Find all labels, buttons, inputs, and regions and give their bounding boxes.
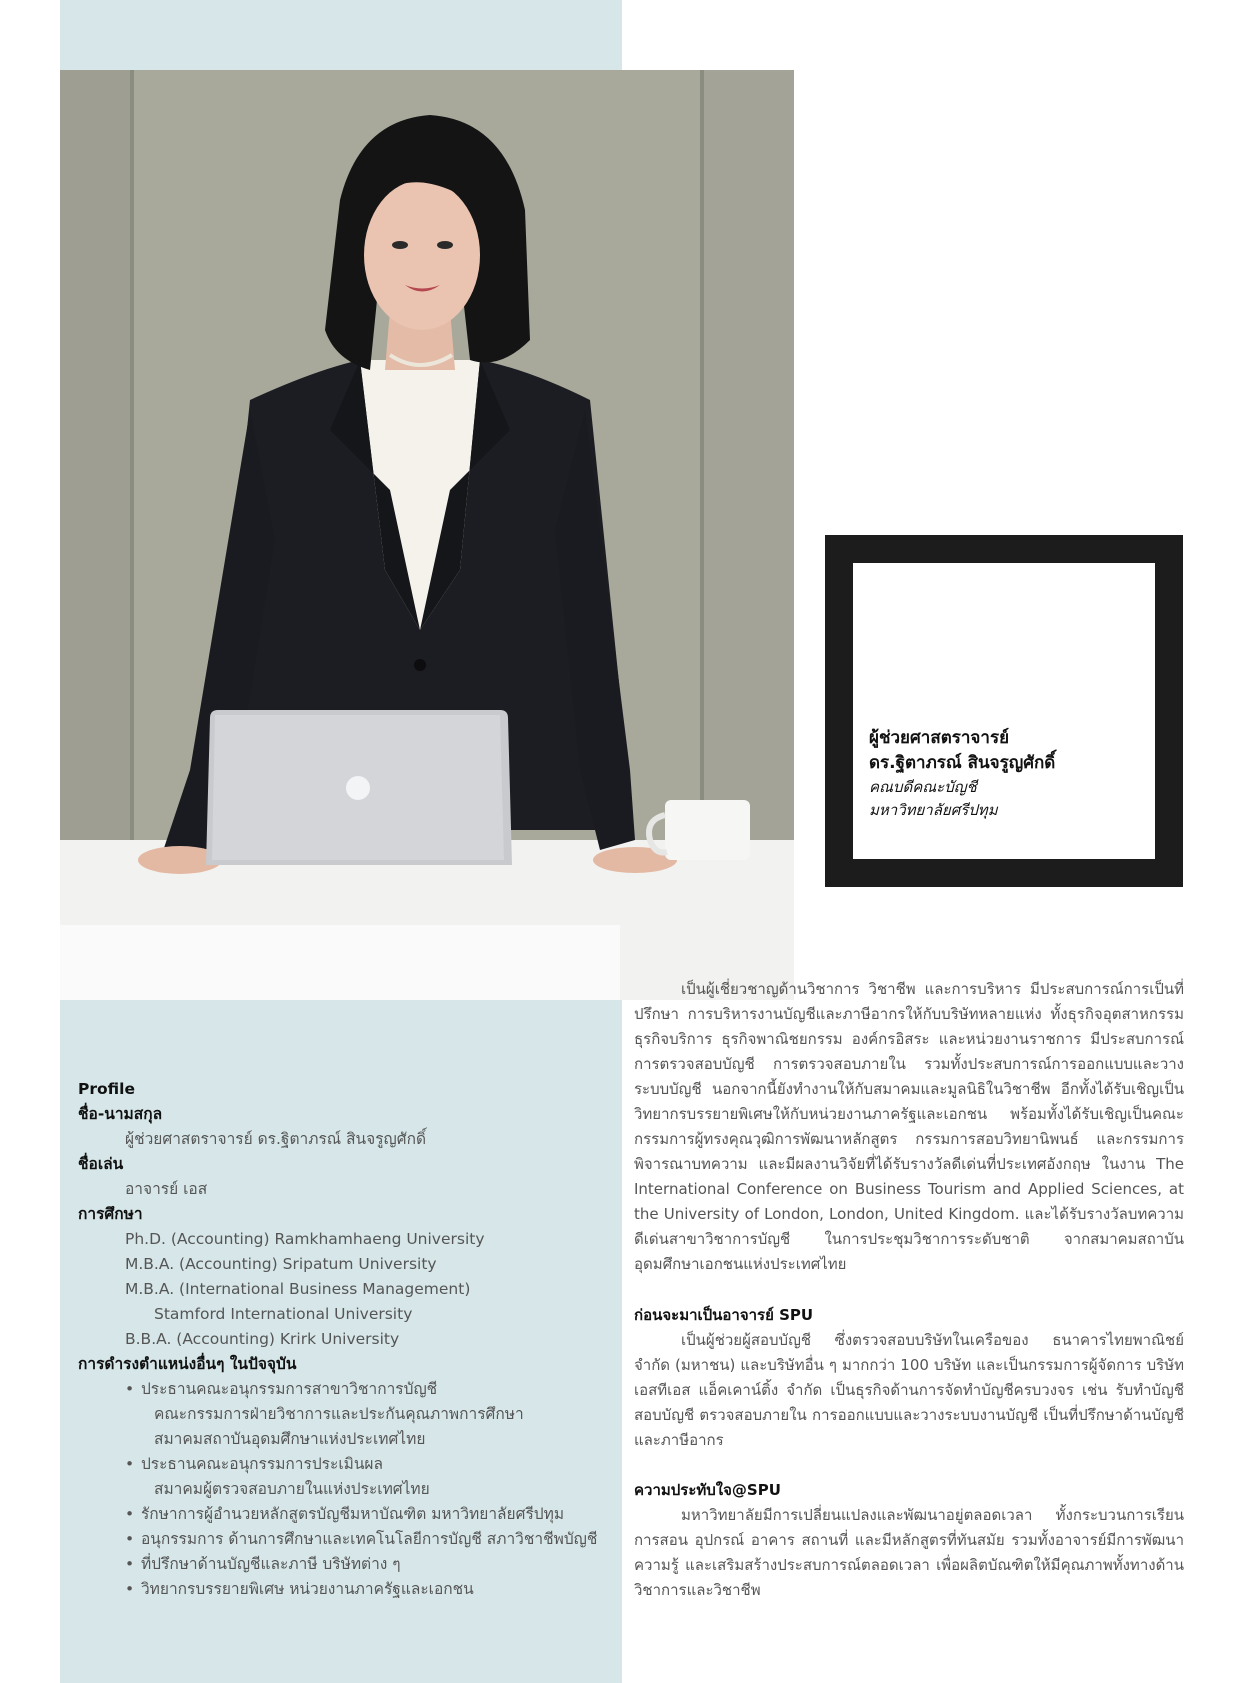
name-card-inner <box>853 563 1155 859</box>
profile-section <box>78 1077 618 1602</box>
name-card-university: มหาวิทยาลัยศรีปทุม <box>869 801 998 819</box>
education-item: Stamford International University <box>154 1305 413 1323</box>
name-card-position: คณบดีคณะบัญชี <box>869 778 977 796</box>
portrait-photo <box>60 70 794 1000</box>
position-continuation: สมาคมสถาบันอุดมศึกษาแห่งประเทศไทย <box>154 1430 426 1448</box>
positions-label: การดำรงตำแหน่งอื่นๆ ในปัจจุบัน <box>78 1355 297 1373</box>
position-continuation: สมาคมผู้ตรวจสอบภายในแห่งประเทศไทย <box>154 1480 430 1498</box>
position-line: ประธานคณะอนุกรรมการสาขาวิชาการบัญชี <box>140 1380 438 1398</box>
name-card-name: ดร.ฐิตาภรณ์ สินจรูญศักดิ์ <box>869 753 1056 773</box>
education-item: M.B.A. (International Business Management) <box>125 1280 471 1298</box>
bullet: • <box>125 1380 135 1398</box>
position-line: วิทยากรบรรยายพิเศษ หน่วยงานภาครัฐและเอกชน <box>140 1580 474 1598</box>
position-item <box>78 1452 618 1502</box>
position-item <box>78 1527 618 1552</box>
bullet: • <box>125 1505 135 1523</box>
position-line: อนุกรรมการ ด้านการศึกษาและเทคโนโลยีการบัญชี สภาวิชาชีพบัญชี <box>140 1530 598 1548</box>
bullet: • <box>125 1555 135 1573</box>
intro-paragraph: เป็นผู้เชี่ยวชาญด้านวิชาการ วิชาชีพ และการบริหาร มีประสบการณ์การเป็นที่ปรึกษา การบริหารงานบัญชีและภาษีอากรให้กับบริษัทหลายแห่ง ทั้งธุรกิจอุตสาหกรรม ธุรกิจบริการ ธุรกิจพาณิชยกรรม องค์กรอิสระ และหน่วยงานราชการ มีประสบการณ์การตรวจสอบบัญชี การตรวจสอบภายใน รวมทั้งประสบการณ์การออกแบบและวางระบบบัญชี นอกจากนี้ยังทำงานให้กับสมาคมและมูลนิธิในวิชาชีพ อีกทั้งได้รับเชิญเป็นวิทยากรบรรยายพิเศษให้กับหน่วยงานภาครัฐและเอกชน พร้อมทั้งได้รับเชิญเป็นคณะกรรมการผู้ทรงคุณวุฒิการพัฒนาหลักสูตร กรรมการสอบวิทยานิพนธ์ และกรรมการพิจารณาบทความ และมีผลงานวิจัยที่ได้รับรางวัลดีเด่นที่ประเทศอังกฤษ ในงาน The International Conference on Business Tourism and Applied Sciences, at the University of London, London, United Kingdom. และได้รับรางวัลบทความดีเด่นสาขาวิชาการบัญชี ในการประชุมวิชาการระดับชาติ จากสมาคมสถาบันอุดมศึกษาเอกชนแห่งประเทศไทย <box>634 980 1184 1273</box>
name-card <box>825 535 1183 887</box>
position-line: ที่ปรึกษาด้านบัญชีและภาษี บริษัทต่าง ๆ <box>140 1555 401 1573</box>
position-item <box>78 1552 618 1577</box>
before-spu-paragraph: เป็นผู้ช่วยผู้สอบบัญชี ซึ่งตรวจสอบบริษัทในเครือของ ธนาคารไทยพาณิชย์ จำกัด (มหาชน) และบริษัทอื่น ๆ มากกว่า 100 บริษัท และเป็นกรรมการผู้จัดการ บริษัท เอสทีเอส แอ็คเคาน์ติ้ง จำกัด เป็นธุรกิจด้านการจัดทำบัญชีครบวงจร เช่น รับทำบัญชี สอบบัญชี ตรวจสอบภายใน การออกแบบและวางระบบงานบัญชี เป็นที่ปรึกษาด้านบัญชีและภาษีอากร <box>634 1331 1184 1449</box>
name-card-title: ผู้ช่วยศาสตราจารย์ <box>869 728 1010 748</box>
position-line: ประธานคณะอนุกรรมการประเมินผล <box>140 1455 384 1473</box>
impression-paragraph: มหาวิทยาลัยมีการเปลี่ยนแปลงและพัฒนาอยู่ตลอดเวลา ทั้งกระบวนการเรียนการสอน อุปกรณ์ อาคาร สถานที่ และมีหลักสูตรที่ทันสมัย รวมทั้งอาจารย์มีการพัฒนาความรู้ และเสริมสร้างประสบการณ์ตลอดเวลา เพื่อผลิตบัณฑิตให้มีคุณภาพทั้งทางด้านวิชาการและวิชาชีพ <box>634 1506 1184 1599</box>
position-continuation: คณะกรรมการฝ่ายวิชาการและประกันคุณภาพการศึกษา <box>154 1405 524 1423</box>
nickname-label: ชื่อเล่น <box>78 1155 124 1173</box>
bullet: • <box>125 1455 135 1473</box>
fullname-label: ชื่อ-นามสกุล <box>78 1105 163 1123</box>
education-item: Ph.D. (Accounting) Ramkhamhaeng University <box>125 1230 485 1248</box>
bullet: • <box>125 1580 135 1598</box>
education-label: การศึกษา <box>78 1205 143 1223</box>
nickname-value: อาจารย์ เอส <box>125 1180 208 1198</box>
impression-heading: ความประทับใจ@SPU <box>634 1481 781 1499</box>
education-item: M.B.A. (Accounting) Sripatum University <box>125 1255 437 1273</box>
name-card-text <box>869 726 1145 822</box>
fullname-value: ผู้ช่วยศาสตราจารย์ ดร.ฐิตาภรณ์ สินจรูญศักดิ์ <box>125 1130 427 1148</box>
position-item <box>78 1577 618 1602</box>
position-item <box>78 1502 618 1527</box>
bullet: • <box>125 1530 135 1548</box>
before-spu-section <box>634 1303 1184 1453</box>
profile-heading: Profile <box>78 1080 135 1098</box>
positions-list <box>78 1377 618 1602</box>
intro-section <box>634 977 1184 1277</box>
position-line: รักษาการผู้อำนวยหลักสูตรบัญชีมหาบัณฑิต มหาวิทยาลัยศรีปทุม <box>140 1505 565 1523</box>
position-item <box>78 1377 618 1452</box>
impression-section <box>634 1478 1184 1603</box>
teal-background-top <box>60 0 622 70</box>
before-spu-heading: ก่อนจะมาเป็นอาจารย์ SPU <box>634 1306 814 1324</box>
education-item: B.B.A. (Accounting) Krirk University <box>125 1330 400 1348</box>
